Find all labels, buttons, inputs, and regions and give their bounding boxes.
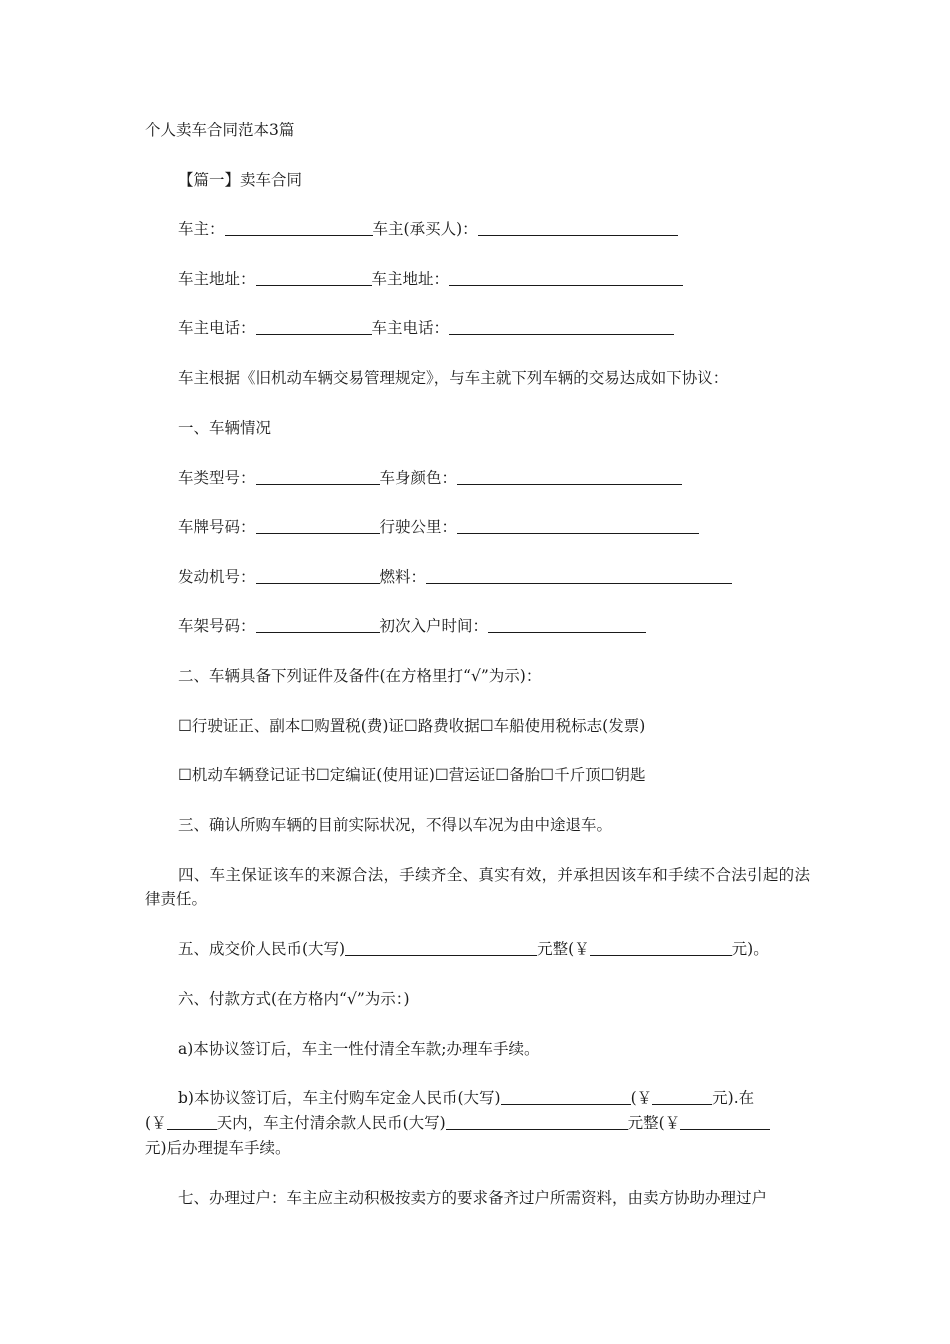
clause-3: 三、确认所购车辆的目前实际状况，不得以车况为由中途退车。 [178, 816, 613, 834]
model-blank[interactable] [256, 468, 380, 485]
engine-label: 发动机号： [178, 568, 256, 586]
owner-address-label: 车主地址： [178, 270, 256, 288]
engine-fuel-row [178, 565, 810, 589]
price-end: 元)。 [731, 940, 769, 958]
days-blank[interactable] [167, 1113, 217, 1130]
owner-address-blank[interactable] [256, 269, 372, 286]
buyer-address-blank[interactable] [449, 269, 683, 286]
fuel-blank[interactable] [426, 567, 732, 584]
owner-blank[interactable] [225, 219, 373, 236]
fuel-label: 燃料： [379, 568, 427, 586]
model-label: 车类型号： [178, 469, 256, 487]
plate-blank[interactable] [256, 517, 380, 534]
price-number-blank[interactable] [590, 939, 732, 956]
clause-4: 四、车主保证该车的来源合法，手续齐全、真实有效，并承担因该车和手续不合法引起的法律责任。 [145, 866, 810, 908]
owner-label: 车主： [178, 220, 225, 238]
intro-paragraph: 车主根据《旧机动车辆交易管理规定》，与车主就下列车辆的交易达成如下协议： [178, 369, 729, 387]
engine-blank[interactable] [256, 567, 380, 584]
buyer-phone-label: 车主电话： [371, 319, 450, 337]
documents-checklist-2: ☐机动车辆登记证书☐定编证(使用证)☐营运证☐备胎☐千斤顶☐钥匙 [178, 766, 646, 784]
vehicle-info-heading: 一、车辆情况 [178, 419, 272, 437]
payment-option-b-line3: 元)后办理提车手续。 [145, 1139, 291, 1157]
documents-heading: 二、车辆具备下列证件及备件(在方格里打“√”为示)： [178, 667, 542, 685]
frame-label: 车架号码： [178, 617, 256, 635]
clause-7: 七、办理过户：车主应主动积极按卖方的要求备齐过户所需资料，由卖方协助办理过户 [178, 1189, 768, 1207]
balance-yuan-label: 元整(￥ [627, 1114, 681, 1132]
mileage-blank[interactable] [457, 517, 699, 534]
plate-label: 车牌号码： [178, 518, 256, 536]
reg-time-label: 初次入户时间： [379, 617, 489, 635]
days-yen: (￥ [145, 1114, 167, 1132]
section-title: 【篇一】卖车合同 [178, 171, 303, 189]
color-label: 车身颜色： [379, 469, 458, 487]
payment-b-text: b)本协议签订后，车主付购车定金人民币(大写) [178, 1089, 501, 1107]
buyer-phone-blank[interactable] [449, 318, 674, 335]
color-blank[interactable] [457, 468, 682, 485]
plate-mileage-row [178, 515, 810, 539]
price-row [178, 937, 810, 961]
buyer-address-label: 车主地址： [371, 270, 450, 288]
address-row [178, 267, 810, 291]
price-label: 五、成交价人民币(大写) [178, 940, 346, 958]
owner-row [178, 217, 810, 241]
deposit-number-blank[interactable] [652, 1088, 712, 1105]
reg-time-blank[interactable] [488, 616, 646, 633]
balance-words-blank[interactable] [446, 1113, 628, 1130]
price-words-blank[interactable] [345, 939, 537, 956]
balance-number-blank[interactable] [680, 1113, 770, 1130]
owner-phone-blank[interactable] [256, 318, 372, 335]
payment-option-b-line1 [178, 1086, 810, 1110]
payment-option-a: a)本协议签订后，车主一性付清全车款;办理车手续。 [178, 1040, 540, 1058]
documents-checklist-1: ☐行驶证正、副本☐购置税(费)证☐路费收据☐车船使用税标志(发票) [178, 717, 646, 735]
payment-heading: 六、付款方式(在方格内“√”为示：) [178, 990, 410, 1008]
owner-phone-label: 车主电话： [178, 319, 256, 337]
deposit-end: 元).在 [712, 1089, 755, 1107]
deposit-words-blank[interactable] [501, 1088, 631, 1105]
document-title: 个人卖车合同范本3篇 [145, 121, 295, 139]
deposit-yen: (￥ [630, 1089, 653, 1107]
balance-text: 天内，车主付清余款人民币(大写) [216, 1114, 446, 1132]
frame-blank[interactable] [256, 616, 380, 633]
price-yuan-label: 元整(￥ [537, 940, 590, 958]
phone-row [178, 316, 810, 340]
model-color-row [178, 466, 810, 490]
buyer-blank[interactable] [478, 219, 678, 236]
payment-option-b-line2 [145, 1111, 810, 1135]
frame-regtime-row [178, 614, 810, 638]
buyer-label: 车主(承买人)： [372, 220, 478, 238]
mileage-label: 行驶公里： [379, 518, 458, 536]
